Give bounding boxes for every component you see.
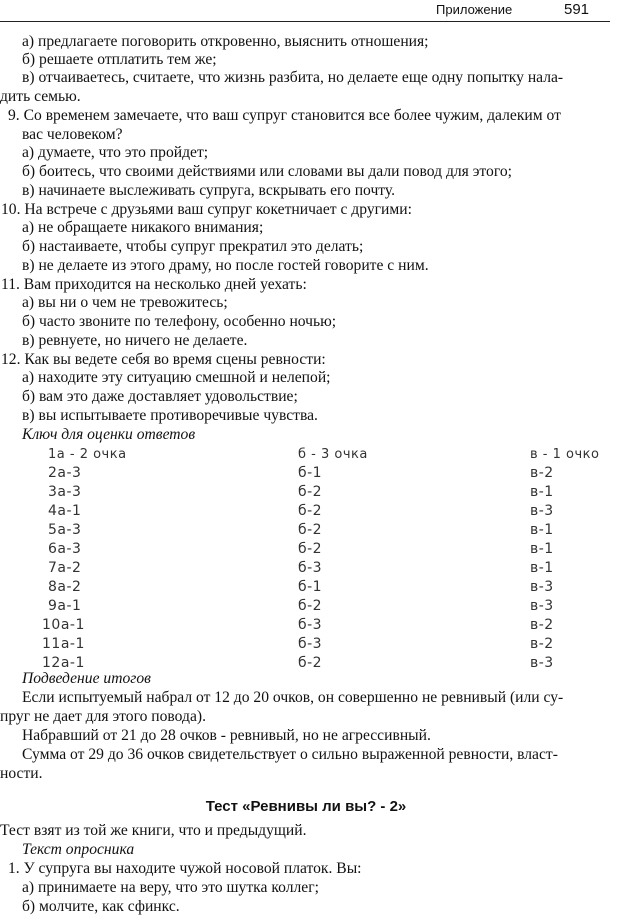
key-row bbox=[0, 616, 612, 635]
results-title: Подведение итогов bbox=[22, 670, 151, 687]
key-row bbox=[0, 502, 612, 521]
question-9: 9. Со временем замечаете, что ваш супруг становится все более чужим, далеким от bbox=[8, 107, 561, 124]
key-row bbox=[0, 578, 612, 597]
answer-line: а) находите эту ситуацию смешной и нелепой; bbox=[22, 369, 331, 386]
answer-line: б) часто звоните по телефону, особенно ночью; bbox=[22, 313, 337, 330]
question-12: 12. Как вы ведете себя во время сцены ревности: bbox=[1, 351, 326, 368]
key-cell: 12а-1 bbox=[42, 655, 85, 671]
page-header bbox=[0, 0, 620, 22]
key-title: Ключ для оценки ответов bbox=[22, 426, 196, 443]
key-cell: б - 3 очка bbox=[298, 447, 368, 462]
key-cell: 11а-1 bbox=[42, 636, 85, 652]
question-9-continued: вас человеком? bbox=[22, 126, 123, 143]
results-line: пруг не дает для этого повода). bbox=[0, 708, 206, 725]
key-cell: в-2 bbox=[530, 617, 554, 633]
key-cell: б-2 bbox=[298, 598, 323, 614]
key-cell: 2а-3 bbox=[48, 465, 82, 481]
answer-line: б) решаете отплатить тем же; bbox=[22, 51, 217, 68]
key-cell: в-2 bbox=[530, 465, 554, 481]
answer-line: б) настаиваете, чтобы супруг прекратил это делать; bbox=[22, 238, 364, 255]
key-cell: в-1 bbox=[530, 484, 554, 500]
key-cell: б-3 bbox=[298, 560, 323, 576]
results-line: Сумма от 29 до 36 очков свидетельствует о сильно выраженной ревности, власт- bbox=[22, 746, 558, 763]
key-cell: б-2 bbox=[298, 541, 323, 557]
key-cell: 1а - 2 очка bbox=[48, 447, 127, 462]
key-cell: 4а-1 bbox=[48, 503, 82, 519]
key-row bbox=[0, 540, 612, 559]
question-11: 11. Вам приходится на несколько дней уехать: bbox=[1, 276, 307, 293]
questionnaire-title: Текст опросника bbox=[22, 841, 135, 858]
key-cell: б-2 bbox=[298, 484, 323, 500]
answer-line: а) принимаете на веру, что это шутка коллег; bbox=[22, 879, 319, 896]
answer-line: б) боитесь, что своими действиями или словами вы дали повод для этого; bbox=[22, 163, 512, 180]
key-cell: 3а-3 bbox=[48, 484, 82, 500]
key-cell: в-1 bbox=[530, 541, 554, 557]
answer-line: б) вам это даже доставляет удовольствие; bbox=[22, 388, 298, 405]
running-header-section: Приложение bbox=[436, 2, 513, 17]
results-line: Если испытуемый набрал от 12 до 20 очков, он совершенно не ревнивый (или су- bbox=[22, 689, 564, 706]
key-cell: в-3 bbox=[530, 598, 554, 614]
key-cell: 7а-2 bbox=[48, 560, 82, 576]
key-cell: б-1 bbox=[298, 579, 323, 595]
key-row bbox=[0, 521, 612, 540]
key-cell: 8а-2 bbox=[48, 579, 82, 595]
key-row bbox=[0, 559, 612, 578]
answer-line: в) не делаете из этого драму, но после гостей говорите с ним. bbox=[22, 257, 429, 274]
key-header-row bbox=[0, 445, 612, 464]
key-cell: 5а-3 bbox=[48, 522, 82, 538]
key-cell: б-2 bbox=[298, 655, 323, 671]
key-cell: в - 1 очко bbox=[530, 447, 600, 462]
key-row bbox=[0, 635, 612, 654]
answer-line: в) начинаете выслеживать супруга, вскрывать его почту. bbox=[22, 182, 396, 199]
key-row bbox=[0, 483, 612, 502]
answer-line-continued: дить семью. bbox=[0, 88, 81, 105]
header-rule bbox=[0, 21, 610, 22]
results-line: ности. bbox=[0, 765, 43, 782]
question-1: 1. У супруга вы находите чужой носовой платок. Вы: bbox=[8, 860, 362, 877]
key-cell: б-3 bbox=[298, 636, 323, 652]
key-cell: б-2 bbox=[298, 522, 323, 538]
answer-line: а) предлагаете поговорить откровенно, выяснить отношения; bbox=[22, 33, 429, 50]
key-cell: в-2 bbox=[530, 636, 554, 652]
question-10: 10. На встрече с друзьями ваш супруг кокетничает с другими: bbox=[1, 201, 412, 218]
key-cell: б-3 bbox=[298, 617, 323, 633]
answer-line: в) ревнуете, но ничего не делаете. bbox=[22, 332, 248, 349]
key-cell: в-3 bbox=[530, 579, 554, 595]
key-cell: в-3 bbox=[530, 655, 554, 671]
key-cell: в-3 bbox=[530, 503, 554, 519]
key-row bbox=[0, 597, 612, 616]
key-cell: в-1 bbox=[530, 522, 554, 538]
key-cell: в-1 bbox=[530, 560, 554, 576]
key-cell: 10а-1 bbox=[42, 617, 85, 633]
answer-line: а) не обращаете никакого внимания; bbox=[22, 219, 264, 236]
key-cell: 9а-1 bbox=[48, 598, 82, 614]
source-line: Тест взят из той же книги, что и предыдущий. bbox=[0, 822, 307, 839]
key-cell: 6а-3 bbox=[48, 541, 82, 557]
answer-line: в) вы испытываете противоречивые чувства. bbox=[22, 407, 318, 424]
answer-line: а) вы ни о чем не тревожитесь; bbox=[22, 294, 228, 311]
answer-line: б) молчите, как сфинкс. bbox=[22, 898, 180, 915]
page-number: 591 bbox=[564, 1, 590, 18]
key-cell: б-2 bbox=[298, 503, 323, 519]
key-row bbox=[0, 464, 612, 483]
answer-line: а) думаете, что это пройдет; bbox=[22, 144, 209, 161]
results-line: Набравший от 21 до 28 очков - ревнивый, но не агрессивный. bbox=[22, 727, 431, 744]
answer-line: в) отчаиваетесь, считаете, что жизнь разбита, но делаете еще одну попытку нала- bbox=[22, 69, 564, 86]
key-cell: б-1 bbox=[298, 465, 323, 481]
test-title: Тест «Ревнивы ли вы? - 2» bbox=[205, 798, 407, 815]
